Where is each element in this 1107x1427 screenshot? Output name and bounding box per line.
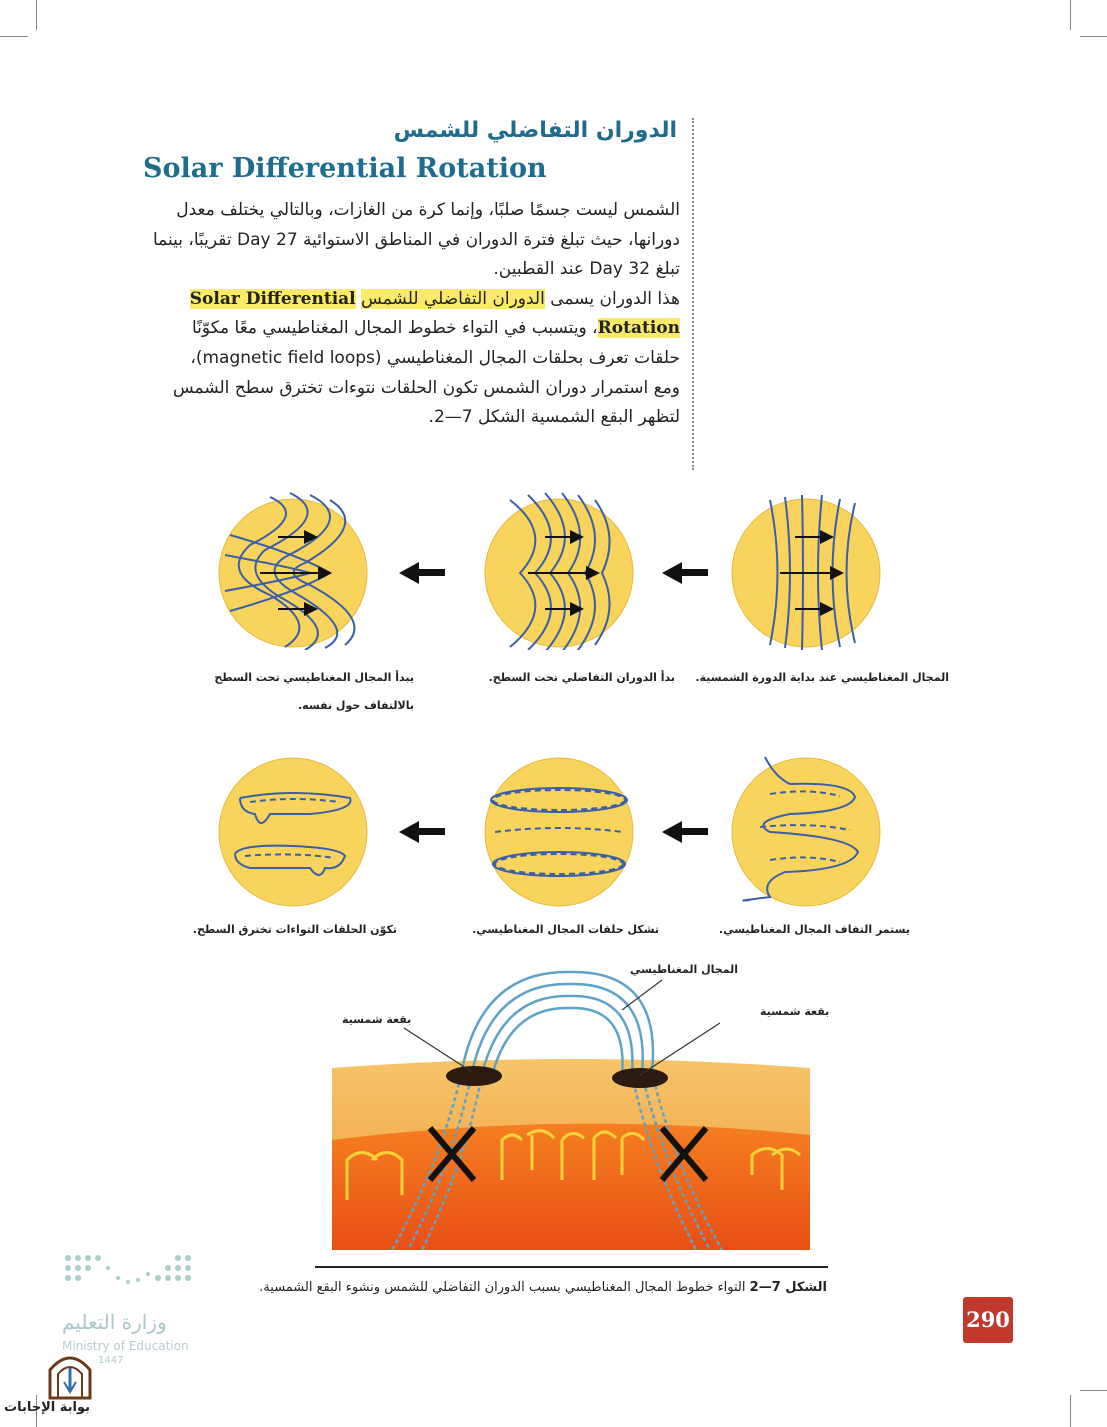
body-paragraph-2-cont: [140, 314, 680, 344]
body-text: [140, 196, 680, 433]
highlighted-term-english-2: Rotation: [597, 318, 680, 339]
body-text-span: هذا الدوران يسمى: [544, 288, 680, 309]
sunspot-illustration: [332, 960, 810, 1250]
mosque-logo-icon: [46, 1348, 94, 1400]
sun-diagram-loops: [485, 758, 633, 906]
ministry-logo-icon: [60, 1250, 200, 1300]
dotted-divider: [692, 118, 694, 470]
body-line: ومع استمرار دوران الشمس تكون الحلقات نتوءات تخترق سطح الشمس: [172, 377, 680, 398]
diagram-row-1: [210, 485, 890, 650]
caption-step-4: يستمر التفاف المجال المغناطيسي.: [718, 923, 910, 936]
body-line: الشمس ليست جسمًا صلبًا، وإنما كرة من الغازات، وبالتالي يختلف معدل: [176, 200, 680, 220]
step-arrow: [662, 821, 708, 843]
crop-mark: [0, 36, 28, 37]
body-line: لتظهر البقع الشمسية الشكل 7—2.: [428, 407, 680, 428]
figure-caption: [259, 1280, 827, 1295]
step-arrow: [662, 562, 708, 584]
crop-mark: [1070, 0, 1071, 30]
ministry-year: 1447: [98, 1355, 124, 1366]
ministry-name-arabic: وزارة التعليم: [62, 1310, 167, 1334]
highlighted-term-english: Solar Differential: [189, 288, 356, 309]
crop-mark: [36, 0, 37, 30]
step-arrow: [399, 562, 445, 584]
label-sunspot-left: بقعة شمسية: [342, 1013, 412, 1026]
ministry-name-english: Ministry of Education: [62, 1339, 189, 1353]
diagram-row-2: [210, 752, 890, 912]
crop-mark: [1080, 1390, 1107, 1391]
highlighted-term-arabic: الدوران التفاضلي للشمس: [361, 288, 545, 309]
caption-step-5: تشكل حلقات المجال المغناطيسي.: [472, 923, 659, 936]
section-title-english: Solar Differential Rotation: [143, 153, 547, 184]
caption-step-2: بدأ الدوران التفاضلي تحت السطح.: [488, 671, 675, 684]
sun-diagram-wrapping: [219, 493, 367, 650]
label-sunspot-right: بقعة شمسية: [760, 1005, 830, 1018]
body-line: دورانها، حيث تبلغ فترة الدوران في المناطق الاستوائية 27 Day تقريبًا، بينما: [152, 229, 680, 250]
figure-caption-text: التواء خطوط المجال المغناطيسي بسبب الدوران التفاضلي للشمس ونشوء البقع الشمسية.: [259, 1280, 746, 1295]
figure-number: الشكل 7—2: [749, 1280, 827, 1295]
caption-step-1: المجال المغناطيسي عند بداية الدورة الشمسية.: [695, 671, 949, 684]
body-line: حلقات تعرف بحلقات المجال المغناطيسي (magnetic field loops)،: [190, 347, 680, 368]
sun-diagram-kinks: [219, 758, 367, 906]
caption-step-6: تكوّن الحلقات التواءات تخترق السطح.: [192, 923, 397, 936]
caption-rule: [315, 1266, 828, 1268]
page-number: 290: [963, 1297, 1013, 1343]
sun-diagram-rotation: [485, 493, 633, 650]
body-paragraph-2: [140, 285, 680, 315]
crop-mark: [1070, 1395, 1071, 1427]
caption-step-3: يبدأ المجال المغناطيسي تحت السطح بالالتفاف حول نفسه.: [214, 671, 414, 712]
portal-name: بوابة الإجابات: [4, 1400, 90, 1415]
sun-diagram-start: [732, 495, 880, 650]
step-arrow: [399, 821, 445, 843]
crop-mark: [1080, 36, 1107, 37]
body-line: تبلغ 32 Day عند القطبين.: [493, 259, 680, 280]
sun-diagram-twisting: [732, 757, 880, 906]
label-magnetic-field: المجال المغناطيسي: [630, 963, 738, 976]
body-text-span: ، ويتسبب في التواء خطوط المجال المغناطيسي معًا مكوّنًا: [191, 318, 598, 339]
section-title-arabic: الدوران التفاضلي للشمس: [393, 118, 677, 143]
